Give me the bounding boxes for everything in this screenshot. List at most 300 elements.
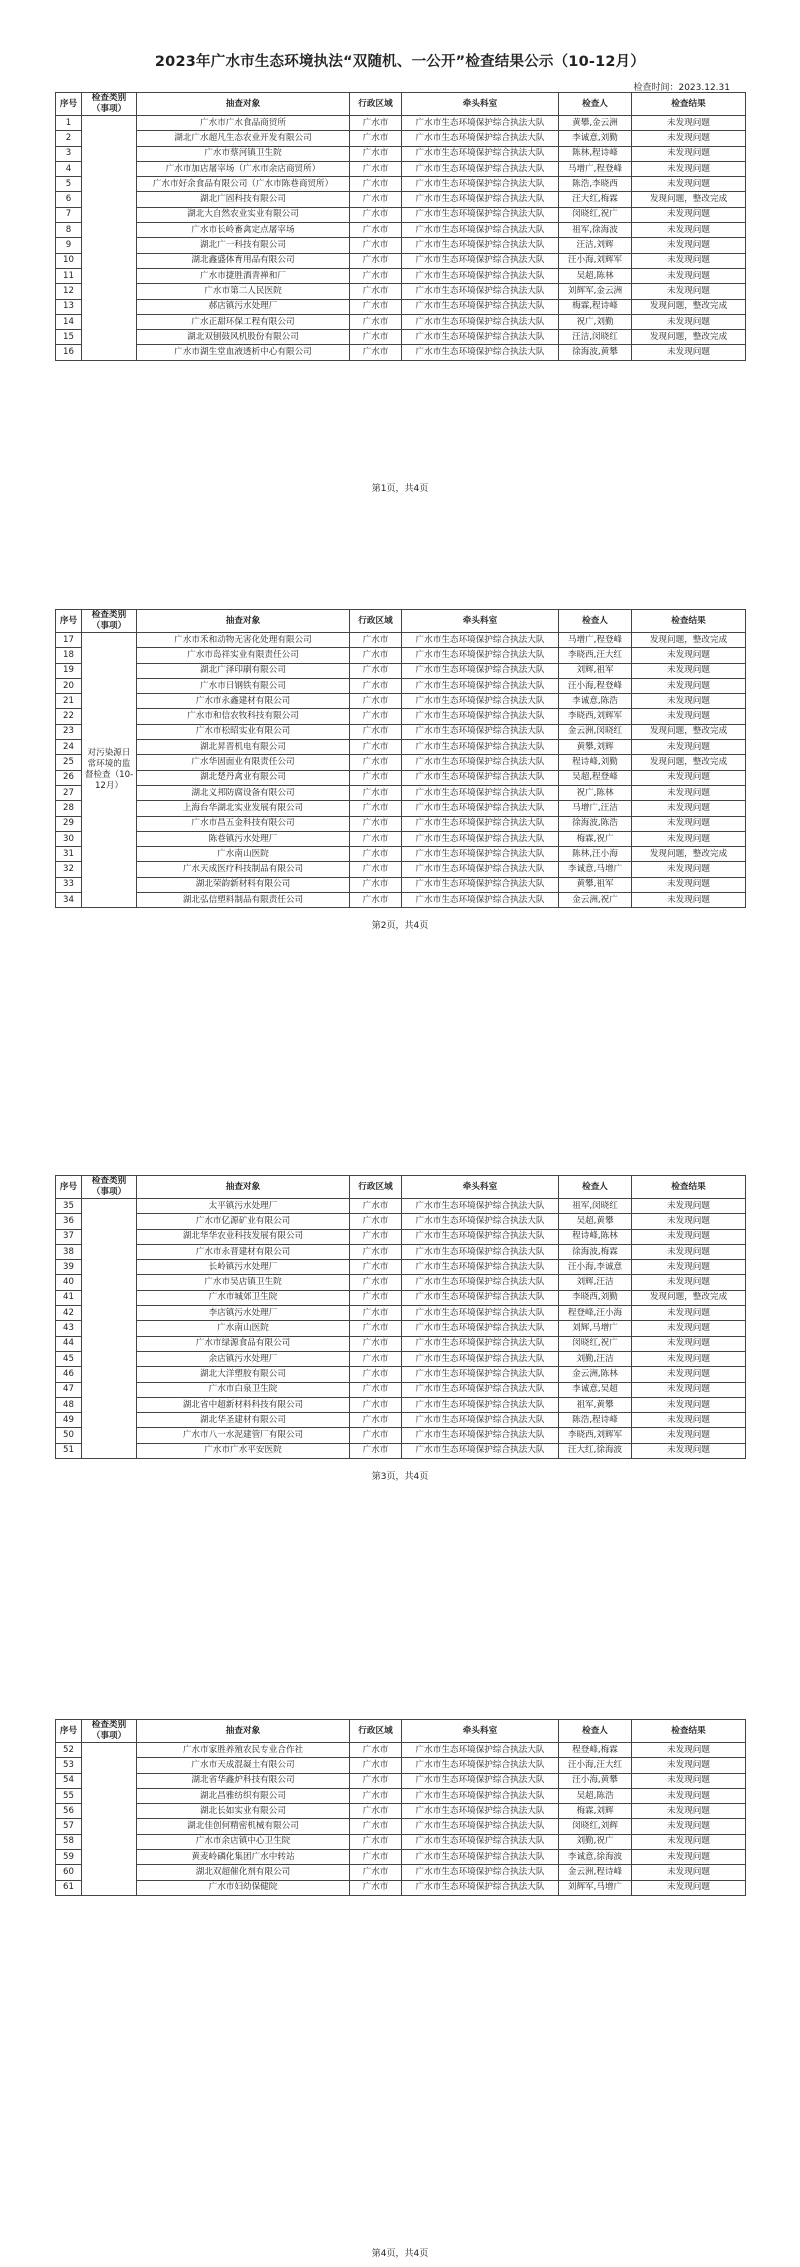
cell-result: 未发现问题 bbox=[632, 1834, 746, 1849]
table-row bbox=[56, 1743, 746, 1758]
cell-dept: 广水市生态环境保护综合执法大队 bbox=[402, 1260, 559, 1275]
cell-dept: 广水市生态环境保护综合执法大队 bbox=[402, 1397, 559, 1412]
cell-result: 未发现问题 bbox=[632, 831, 746, 846]
cell-dept: 广水市生态环境保护综合执法大队 bbox=[402, 238, 559, 253]
header-no: 序号 bbox=[56, 610, 82, 633]
cell-inspector: 徐海波,梅霖 bbox=[559, 1244, 632, 1259]
cell-dept: 广水市生态环境保护综合执法大队 bbox=[402, 1865, 559, 1880]
cell-result: 未发现问题 bbox=[632, 268, 746, 283]
cell-no: 61 bbox=[56, 1880, 82, 1895]
cell-area: 广水市 bbox=[350, 1229, 402, 1244]
cell-result: 未发现问题 bbox=[632, 770, 746, 785]
cell-dept: 广水市生态环境保护综合执法大队 bbox=[402, 116, 559, 131]
cell-inspector: 汪小海,黄攀 bbox=[559, 1773, 632, 1788]
cell-dept: 广水市生态环境保护综合执法大队 bbox=[402, 740, 559, 755]
cell-inspector: 汪小海,程登峰 bbox=[559, 678, 632, 693]
table-row bbox=[56, 1229, 746, 1244]
cell-area: 广水市 bbox=[350, 253, 402, 268]
cell-object: 郝店镇污水处理厂 bbox=[137, 299, 350, 314]
page-footer: 第3页，共4页 bbox=[371, 1472, 429, 1482]
cell-area: 广水市 bbox=[350, 299, 402, 314]
cell-no: 39 bbox=[56, 1260, 82, 1275]
cell-area: 广水市 bbox=[350, 284, 402, 299]
cell-object: 广水南山医院 bbox=[137, 847, 350, 862]
table-row bbox=[56, 284, 746, 299]
cell-inspector: 刘勤,汪洁 bbox=[559, 1351, 632, 1366]
cell-no: 29 bbox=[56, 816, 82, 831]
cell-result: 未发现问题 bbox=[632, 801, 746, 816]
cell-result: 未发现问题 bbox=[632, 663, 746, 678]
cell-inspector: 金云洲,祝广 bbox=[559, 893, 632, 908]
cell-no: 6 bbox=[56, 192, 82, 207]
cell-no: 57 bbox=[56, 1819, 82, 1834]
cell-object: 广水华固面业有限责任公司 bbox=[137, 755, 350, 770]
cell-inspector: 马增广,程登峰 bbox=[559, 633, 632, 648]
cell-area: 广水市 bbox=[350, 223, 402, 238]
cell-object: 广水市捷胜酒青禅和厂 bbox=[137, 268, 350, 283]
cell-object: 广水市吴店镇卫生院 bbox=[137, 1275, 350, 1290]
cell-area: 广水市 bbox=[350, 238, 402, 253]
cell-result: 未发现问题 bbox=[632, 1819, 746, 1834]
cell-result: 发现问题，整改完成 bbox=[632, 847, 746, 862]
cell-area: 广水市 bbox=[350, 862, 402, 877]
table-row bbox=[56, 116, 746, 131]
header-dept: 牵头科室 bbox=[402, 1176, 559, 1199]
cell-area: 广水市 bbox=[350, 1244, 402, 1259]
header-object: 抽查对象 bbox=[137, 610, 350, 633]
cell-area: 广水市 bbox=[350, 345, 402, 360]
table-row bbox=[56, 1865, 746, 1880]
cell-area: 广水市 bbox=[350, 131, 402, 146]
table-row bbox=[56, 146, 746, 161]
cell-inspector: 马增广,汪洁 bbox=[559, 801, 632, 816]
table-row bbox=[56, 862, 746, 877]
cell-area: 广水市 bbox=[350, 893, 402, 908]
results-table bbox=[55, 1719, 746, 1896]
cell-object: 湖北昇晋机电有限公司 bbox=[137, 740, 350, 755]
cell-no: 23 bbox=[56, 724, 82, 739]
table-row bbox=[56, 1428, 746, 1443]
cell-object: 广水市长岭畜禽定点屠宰场 bbox=[137, 223, 350, 238]
cell-no: 12 bbox=[56, 284, 82, 299]
cell-inspector: 李诚意,马增广 bbox=[559, 862, 632, 877]
cell-inspector: 闵晓红,祝广 bbox=[559, 207, 632, 222]
cell-no: 56 bbox=[56, 1804, 82, 1819]
table-row bbox=[56, 893, 746, 908]
cell-no: 48 bbox=[56, 1397, 82, 1412]
cell-no: 59 bbox=[56, 1850, 82, 1865]
cell-inspector: 吴超,程登峰 bbox=[559, 770, 632, 785]
cell-area: 广水市 bbox=[350, 816, 402, 831]
cell-object: 广水市家胜养殖农民专业合作社 bbox=[137, 1743, 350, 1758]
cell-dept: 广水市生态环境保护综合执法大队 bbox=[402, 299, 559, 314]
cell-inspector: 吴超,陈浩 bbox=[559, 1788, 632, 1803]
cell-inspector: 李晓西,汪大红 bbox=[559, 648, 632, 663]
cell-inspector: 金云洲,程诗峰 bbox=[559, 1865, 632, 1880]
cell-dept: 广水市生态环境保护综合执法大队 bbox=[402, 192, 559, 207]
table-row bbox=[56, 724, 746, 739]
cell-object: 湖北荣韵新材料有限公司 bbox=[137, 877, 350, 892]
cell-dept: 广水市生态环境保护综合执法大队 bbox=[402, 1834, 559, 1849]
cell-object: 广水市永晋建材有限公司 bbox=[137, 1244, 350, 1259]
cell-area: 广水市 bbox=[350, 694, 402, 709]
cell-area: 广水市 bbox=[350, 268, 402, 283]
cell-inspector: 梅霖,祝广 bbox=[559, 831, 632, 846]
cell-inspector: 祖军,黄攀 bbox=[559, 1397, 632, 1412]
cell-dept: 广水市生态环境保护综合执法大队 bbox=[402, 694, 559, 709]
cell-area: 广水市 bbox=[350, 116, 402, 131]
cell-inspector: 黄攀,祖军 bbox=[559, 877, 632, 892]
cell-result: 未发现问题 bbox=[632, 785, 746, 800]
cell-inspector: 祖军,徐海波 bbox=[559, 223, 632, 238]
cell-no: 18 bbox=[56, 648, 82, 663]
table-row bbox=[56, 694, 746, 709]
cell-no: 36 bbox=[56, 1214, 82, 1229]
table-row bbox=[56, 330, 746, 345]
cell-dept: 广水市生态环境保护综合执法大队 bbox=[402, 1819, 559, 1834]
cell-inspector: 马增广,程登峰 bbox=[559, 161, 632, 176]
cell-inspector: 陈浩,程诗峰 bbox=[559, 1413, 632, 1428]
cell-dept: 广水市生态环境保护综合执法大队 bbox=[402, 207, 559, 222]
cell-dept: 广水市生态环境保护综合执法大队 bbox=[402, 1443, 559, 1458]
cell-dept: 广水市生态环境保护综合执法大队 bbox=[402, 284, 559, 299]
cell-dept: 广水市生态环境保护综合执法大队 bbox=[402, 1321, 559, 1336]
table-row bbox=[56, 1199, 746, 1214]
cell-result: 未发现问题 bbox=[632, 1804, 746, 1819]
header-dept: 牵头科室 bbox=[402, 1720, 559, 1743]
header-inspector: 检查人 bbox=[559, 610, 632, 633]
cell-area: 广水市 bbox=[350, 1743, 402, 1758]
cell-dept: 广水市生态环境保护综合执法大队 bbox=[402, 831, 559, 846]
cell-no: 5 bbox=[56, 177, 82, 192]
cell-result: 未发现问题 bbox=[632, 862, 746, 877]
cell-area: 广水市 bbox=[350, 192, 402, 207]
cell-result: 未发现问题 bbox=[632, 1306, 746, 1321]
cell-inspector: 徐海波,黄攀 bbox=[559, 345, 632, 360]
cell-inspector: 汪小海,刘辉军 bbox=[559, 253, 632, 268]
cell-object: 广水市岛祥实业有限责任公司 bbox=[137, 648, 350, 663]
table-row bbox=[56, 1275, 746, 1290]
table-row bbox=[56, 816, 746, 831]
cell-dept: 广水市生态环境保护综合执法大队 bbox=[402, 1290, 559, 1305]
cell-result: 未发现问题 bbox=[632, 816, 746, 831]
cell-result: 未发现问题 bbox=[632, 1351, 746, 1366]
cell-object: 湖北大洋塑胶有限公司 bbox=[137, 1367, 350, 1382]
cell-area: 广水市 bbox=[350, 877, 402, 892]
header-result: 检查结果 bbox=[632, 93, 746, 116]
cell-no: 28 bbox=[56, 801, 82, 816]
cell-object: 湖北弘信塑料制品有限责任公司 bbox=[137, 893, 350, 908]
cell-dept: 广水市生态环境保护综合执法大队 bbox=[402, 1306, 559, 1321]
table-row bbox=[56, 1351, 746, 1366]
cell-no: 32 bbox=[56, 862, 82, 877]
cell-object: 广水市白泉卫生院 bbox=[137, 1382, 350, 1397]
cell-result: 未发现问题 bbox=[632, 1397, 746, 1412]
table-row bbox=[56, 785, 746, 800]
cell-dept: 广水市生态环境保护综合执法大队 bbox=[402, 345, 559, 360]
table-row bbox=[56, 1788, 746, 1803]
cell-object: 上海台华湖北实业发展有限公司 bbox=[137, 801, 350, 816]
cell-area: 广水市 bbox=[350, 1351, 402, 1366]
cell-result: 未发现问题 bbox=[632, 314, 746, 329]
cell-dept: 广水市生态环境保护综合执法大队 bbox=[402, 1244, 559, 1259]
cell-area: 广水市 bbox=[350, 663, 402, 678]
cell-result: 未发现问题 bbox=[632, 1443, 746, 1458]
cell-inspector: 祖军,闵晓红 bbox=[559, 1199, 632, 1214]
cell-dept: 广水市生态环境保护综合执法大队 bbox=[402, 177, 559, 192]
cell-object: 广水市天成混凝土有限公司 bbox=[137, 1758, 350, 1773]
inspection-date: 检查时间：2023.12.31 bbox=[633, 83, 730, 93]
cell-object: 湖北大自然农业实业有限公司 bbox=[137, 207, 350, 222]
table-row bbox=[56, 161, 746, 176]
cell-no: 41 bbox=[56, 1290, 82, 1305]
cell-no: 7 bbox=[56, 207, 82, 222]
cell-result: 未发现问题 bbox=[632, 1214, 746, 1229]
cell-area: 广水市 bbox=[350, 1819, 402, 1834]
table-row bbox=[56, 1306, 746, 1321]
cell-dept: 广水市生态环境保护综合执法大队 bbox=[402, 709, 559, 724]
cell-result: 未发现问题 bbox=[632, 1773, 746, 1788]
cell-object: 广水市和信农牧科技有限公司 bbox=[137, 709, 350, 724]
table-row bbox=[56, 770, 746, 785]
cell-no: 27 bbox=[56, 785, 82, 800]
cell-result: 发现问题，整改完成 bbox=[632, 299, 746, 314]
header-dept: 牵头科室 bbox=[402, 610, 559, 633]
cell-area: 广水市 bbox=[350, 177, 402, 192]
table-row bbox=[56, 1804, 746, 1819]
cell-area: 广水市 bbox=[350, 1880, 402, 1895]
cell-dept: 广水市生态环境保护综合执法大队 bbox=[402, 1229, 559, 1244]
cell-no: 47 bbox=[56, 1382, 82, 1397]
header-no: 序号 bbox=[56, 1176, 82, 1199]
cell-result: 未发现问题 bbox=[632, 177, 746, 192]
cell-inspector: 汪大红,徐海波 bbox=[559, 1443, 632, 1458]
cell-inspector: 李晓西,刘辉军 bbox=[559, 1428, 632, 1443]
cell-no: 53 bbox=[56, 1758, 82, 1773]
category-cell bbox=[82, 1199, 137, 1459]
cell-inspector: 程登峰,汪小海 bbox=[559, 1306, 632, 1321]
cell-dept: 广水市生态环境保护综合执法大队 bbox=[402, 1758, 559, 1773]
cell-object: 广水正甜环保工程有限公司 bbox=[137, 314, 350, 329]
cell-no: 50 bbox=[56, 1428, 82, 1443]
cell-object: 湖北双刨鼓风机股份有限公司 bbox=[137, 330, 350, 345]
cell-object: 湖北楚丹禽业有限公司 bbox=[137, 770, 350, 785]
cell-no: 43 bbox=[56, 1321, 82, 1336]
cell-inspector: 程登峰,梅霖 bbox=[559, 1743, 632, 1758]
cell-area: 广水市 bbox=[350, 1413, 402, 1428]
cell-dept: 广水市生态环境保护综合执法大队 bbox=[402, 893, 559, 908]
table-row bbox=[56, 1290, 746, 1305]
cell-result: 未发现问题 bbox=[632, 345, 746, 360]
table-header-row bbox=[56, 93, 746, 116]
cell-no: 4 bbox=[56, 161, 82, 176]
cell-inspector: 陈林,程诗峰 bbox=[559, 146, 632, 161]
table-row bbox=[56, 648, 746, 663]
cell-dept: 广水市生态环境保护综合执法大队 bbox=[402, 633, 559, 648]
cell-dept: 广水市生态环境保护综合执法大队 bbox=[402, 770, 559, 785]
cell-result: 未发现问题 bbox=[632, 694, 746, 709]
cell-object: 广水市蔡河镇卫生院 bbox=[137, 146, 350, 161]
table-row bbox=[56, 253, 746, 268]
cell-object: 广水市禾和动物无害化处理有限公司 bbox=[137, 633, 350, 648]
cell-object: 湖北义邦防腐设备有限公司 bbox=[137, 785, 350, 800]
table-row bbox=[56, 755, 746, 770]
header-object: 抽查对象 bbox=[137, 1720, 350, 1743]
cell-area: 广水市 bbox=[350, 1214, 402, 1229]
cell-area: 广水市 bbox=[350, 1275, 402, 1290]
cell-inspector: 黄攀,金云洲 bbox=[559, 116, 632, 131]
cell-no: 14 bbox=[56, 314, 82, 329]
cell-object: 广水市余店镇中心卫生院 bbox=[137, 1834, 350, 1849]
cell-dept: 广水市生态环境保护综合执法大队 bbox=[402, 648, 559, 663]
cell-dept: 广水市生态环境保护综合执法大队 bbox=[402, 755, 559, 770]
cell-area: 广水市 bbox=[350, 831, 402, 846]
cell-object: 广水市永鑫建材有限公司 bbox=[137, 694, 350, 709]
table-row bbox=[56, 1773, 746, 1788]
cell-area: 广水市 bbox=[350, 1382, 402, 1397]
cell-result: 发现问题，整改完成 bbox=[632, 330, 746, 345]
results-table bbox=[55, 609, 746, 908]
cell-area: 广水市 bbox=[350, 755, 402, 770]
header-inspector: 检查人 bbox=[559, 1176, 632, 1199]
cell-area: 广水市 bbox=[350, 740, 402, 755]
cell-no: 42 bbox=[56, 1306, 82, 1321]
cell-result: 未发现问题 bbox=[632, 1758, 746, 1773]
cell-area: 广水市 bbox=[350, 1367, 402, 1382]
cell-object: 广水市昌五金科技有限公司 bbox=[137, 816, 350, 831]
table-header-row bbox=[56, 1720, 746, 1743]
cell-object: 湖北长如实业有限公司 bbox=[137, 1804, 350, 1819]
cell-dept: 广水市生态环境保护综合执法大队 bbox=[402, 816, 559, 831]
cell-result: 未发现问题 bbox=[632, 1428, 746, 1443]
table-row bbox=[56, 1850, 746, 1865]
cell-result: 未发现问题 bbox=[632, 648, 746, 663]
cell-inspector: 程诗峰,刘勤 bbox=[559, 755, 632, 770]
cell-object: 广水市八一水泥建管厂有限公司 bbox=[137, 1428, 350, 1443]
cell-object: 广水市松昭实业有限公司 bbox=[137, 724, 350, 739]
cell-area: 广水市 bbox=[350, 633, 402, 648]
cell-dept: 广水市生态环境保护综合执法大队 bbox=[402, 1199, 559, 1214]
cell-no: 13 bbox=[56, 299, 82, 314]
cell-no: 22 bbox=[56, 709, 82, 724]
cell-object: 湖北华华农业科技发展有限公司 bbox=[137, 1229, 350, 1244]
table-row bbox=[56, 1758, 746, 1773]
cell-result: 未发现问题 bbox=[632, 1229, 746, 1244]
cell-inspector: 汪洁,刘辉 bbox=[559, 238, 632, 253]
header-dept: 牵头科室 bbox=[402, 93, 559, 116]
cell-object: 广水市湖生堂血液透析中心有限公司 bbox=[137, 345, 350, 360]
cell-inspector: 程诗峰,陈林 bbox=[559, 1229, 632, 1244]
cell-result: 未发现问题 bbox=[632, 1367, 746, 1382]
cell-object: 湖北省中超新材料科技有限公司 bbox=[137, 1397, 350, 1412]
header-area: 行政区域 bbox=[350, 1720, 402, 1743]
cell-inspector: 汪小海,汪大红 bbox=[559, 1758, 632, 1773]
cell-area: 广水市 bbox=[350, 1306, 402, 1321]
cell-result: 发现问题，整改完成 bbox=[632, 724, 746, 739]
cell-result: 未发现问题 bbox=[632, 1850, 746, 1865]
cell-object: 湖北广一科技有限公司 bbox=[137, 238, 350, 253]
cell-no: 55 bbox=[56, 1788, 82, 1803]
cell-result: 未发现问题 bbox=[632, 131, 746, 146]
table-row bbox=[56, 1413, 746, 1428]
table-row bbox=[56, 740, 746, 755]
cell-no: 44 bbox=[56, 1336, 82, 1351]
cell-area: 广水市 bbox=[350, 1321, 402, 1336]
cell-inspector: 李诚意,吴超 bbox=[559, 1382, 632, 1397]
cell-inspector: 刘辉,祖军 bbox=[559, 663, 632, 678]
cell-no: 46 bbox=[56, 1367, 82, 1382]
cell-no: 54 bbox=[56, 1773, 82, 1788]
category-cell bbox=[82, 116, 137, 361]
cell-no: 35 bbox=[56, 1199, 82, 1214]
cell-object: 广水市妇幼保健院 bbox=[137, 1880, 350, 1895]
cell-dept: 广水市生态环境保护综合执法大队 bbox=[402, 314, 559, 329]
header-area: 行政区域 bbox=[350, 1176, 402, 1199]
cell-inspector: 李诚意,徐海波 bbox=[559, 1850, 632, 1865]
table-row bbox=[56, 131, 746, 146]
cell-dept: 广水市生态环境保护综合执法大队 bbox=[402, 1850, 559, 1865]
cell-area: 广水市 bbox=[350, 678, 402, 693]
cell-object: 陈巷镇污水处理厂 bbox=[137, 831, 350, 846]
cell-result: 未发现问题 bbox=[632, 1336, 746, 1351]
cell-no: 37 bbox=[56, 1229, 82, 1244]
cell-inspector: 刘辉军,马增广 bbox=[559, 1880, 632, 1895]
cell-result: 未发现问题 bbox=[632, 1743, 746, 1758]
cell-dept: 广水市生态环境保护综合执法大队 bbox=[402, 1382, 559, 1397]
cell-no: 16 bbox=[56, 345, 82, 360]
table-row bbox=[56, 1880, 746, 1895]
cell-dept: 广水市生态环境保护综合执法大队 bbox=[402, 161, 559, 176]
cell-dept: 广水市生态环境保护综合执法大队 bbox=[402, 1336, 559, 1351]
table-row bbox=[56, 877, 746, 892]
page-footer: 第2页，共4页 bbox=[371, 921, 429, 931]
cell-dept: 广水市生态环境保护综合执法大队 bbox=[402, 1773, 559, 1788]
table-row bbox=[56, 663, 746, 678]
cell-area: 广水市 bbox=[350, 847, 402, 862]
cell-object: 广水市日钢铁有限公司 bbox=[137, 678, 350, 693]
cell-area: 广水市 bbox=[350, 1260, 402, 1275]
cell-object: 广水天成医疗科技制品有限公司 bbox=[137, 862, 350, 877]
cell-no: 11 bbox=[56, 268, 82, 283]
table-row bbox=[56, 1819, 746, 1834]
cell-object: 广水南山医院 bbox=[137, 1321, 350, 1336]
cell-dept: 广水市生态环境保护综合执法大队 bbox=[402, 801, 559, 816]
cell-result: 未发现问题 bbox=[632, 740, 746, 755]
cell-dept: 广水市生态环境保护综合执法大队 bbox=[402, 678, 559, 693]
cell-area: 广水市 bbox=[350, 314, 402, 329]
cell-inspector: 徐海波,陈浩 bbox=[559, 816, 632, 831]
cell-area: 广水市 bbox=[350, 1443, 402, 1458]
cell-object: 湖北昌雅纺织有限公司 bbox=[137, 1788, 350, 1803]
cell-dept: 广水市生态环境保护综合执法大队 bbox=[402, 1214, 559, 1229]
cell-object: 广水市加店屠宰场（广水市余店商贸所） bbox=[137, 161, 350, 176]
cell-dept: 广水市生态环境保护综合执法大队 bbox=[402, 877, 559, 892]
cell-result: 未发现问题 bbox=[632, 678, 746, 693]
cell-object: 广水市好余食品有限公司（广水市陈巷商贸所） bbox=[137, 177, 350, 192]
cell-dept: 广水市生态环境保护综合执法大队 bbox=[402, 1880, 559, 1895]
cell-inspector: 刘勤,祝广 bbox=[559, 1834, 632, 1849]
cell-area: 广水市 bbox=[350, 648, 402, 663]
cell-area: 广水市 bbox=[350, 207, 402, 222]
cell-object: 广水市广水平安医院 bbox=[137, 1443, 350, 1458]
table-row bbox=[56, 177, 746, 192]
results-table bbox=[55, 92, 746, 361]
cell-result: 未发现问题 bbox=[632, 253, 746, 268]
cell-result: 未发现问题 bbox=[632, 284, 746, 299]
table-row bbox=[56, 1834, 746, 1849]
table-row bbox=[56, 633, 746, 648]
cell-result: 未发现问题 bbox=[632, 161, 746, 176]
